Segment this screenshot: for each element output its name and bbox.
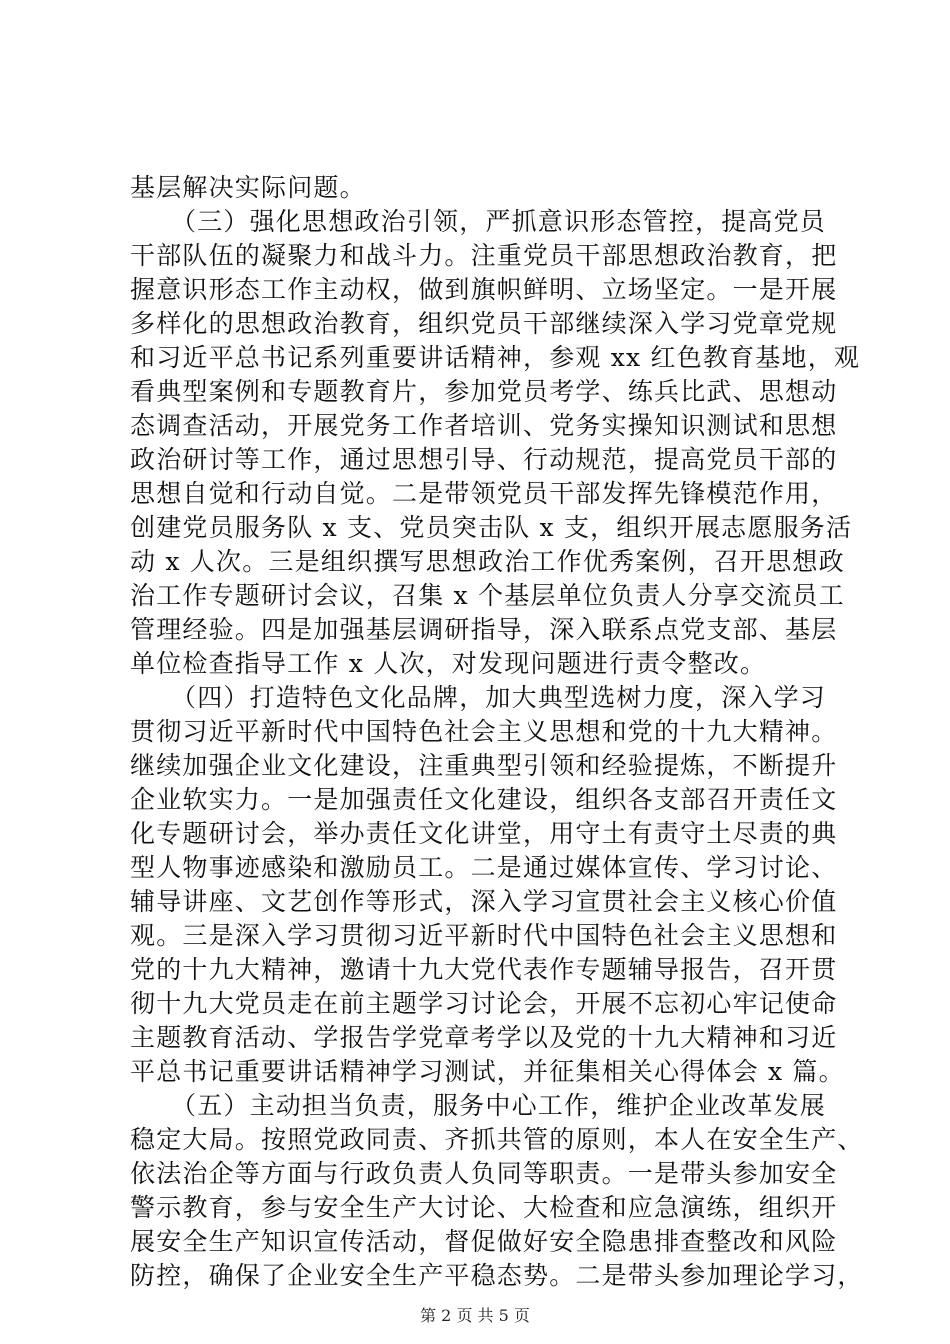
text-line: 创建党员服务队 x 支、党员突击队 x 支，组织开展志愿服务活 (130, 513, 853, 542)
text-line: 化专题研讨会，举办责任文化讲堂，用守土有责守土尽责的典 (130, 819, 838, 848)
text-line: 基层解决实际问题。 (130, 173, 366, 202)
text-line: 态调查活动，开展党务工作者培训、党务实操知识测试和思想 (130, 411, 838, 440)
section-heading-line: （五）主动担当负责，服务中心工作，维护企业改革发展 (171, 1091, 827, 1120)
section-heading-line: （三）强化思想政治引领，严抓意识形态管控，提高党员 (171, 207, 827, 236)
text-line: 彻十九大党员走在前主题学习讨论会，开展不忘初心牢记使命 (130, 989, 838, 1018)
text-line: 贯彻习近平新时代中国特色社会主义思想和党的十九大精神。 (130, 717, 838, 746)
text-line: 展安全生产知识宣传活动，督促做好安全隐患排查整改和风险 (130, 1227, 838, 1256)
text-line: 主题教育活动、学报告学党章考学以及党的十九大精神和习近 (130, 1023, 838, 1052)
text-line: 观。三是深入学习贯彻习近平新时代中国特色社会主义思想和 (130, 921, 838, 950)
text-line: 平总书记重要讲话精神学习测试，并征集相关心得体会 x 篇。 (130, 1057, 845, 1086)
text-line: 依法治企等方面与行政负责人负同等职责。一是带头参加安全 (130, 1159, 838, 1188)
text-line: 党的十九大精神，邀请十九大党代表作专题辅导报告，召开贯 (130, 955, 838, 984)
text-line: 政治研讨等工作，通过思想引导、行动规范，提高党员干部的 (130, 445, 838, 474)
text-line: 动 x 人次。三是组织撰写思想政治工作优秀案例，召开思想政 (130, 547, 845, 576)
text-line: 辅导讲座、文艺创作等形式，深入学习宣贯社会主义核心价值 (130, 887, 838, 916)
text-line: 型人物事迹感染和激励员工。二是通过媒体宣传、学习讨论、 (130, 853, 838, 882)
text-line: 治工作专题研讨会议，召集 x 个基层单位负责人分享交流员工 (130, 581, 845, 610)
text-line: 继续加强企业文化建设，注重典型引领和经验提炼，不断提升 (130, 751, 838, 780)
text-line: 警示教育，参与安全生产大讨论、大检查和应急演练，组织开 (130, 1193, 838, 1222)
page-footer: 第 2 页 共 5 页 (420, 1306, 530, 1325)
text-line: 企业软实力。一是加强责任文化建设，组织各支部召开责任文 (130, 785, 838, 814)
text-line: 单位检查指导工作 x 人次，对发现问题进行责令整改。 (130, 649, 767, 678)
text-line: 稳定大局。按照党政同责、齐抓共管的原则，本人在安全生产、 (130, 1125, 864, 1154)
text-line: 防控，确保了企业安全生产平稳态势。二是带头参加理论学习， (130, 1261, 864, 1290)
text-line: 干部队伍的凝聚力和战斗力。注重党员干部思想政治教育，把 (130, 241, 838, 270)
text-line: 思想自觉和行动自觉。二是带领党员干部发挥先锋模范作用， (130, 479, 838, 508)
text-line: 握意识形态工作主动权，做到旗帜鲜明、立场坚定。一是开展 (130, 275, 838, 304)
text-line: 看典型案例和专题教育片，参加党员考学、练兵比武、思想动 (130, 377, 838, 406)
text-line: 多样化的思想政治教育，组织党员干部继续深入学习党章党规 (130, 309, 838, 338)
text-line: 和习近平总书记系列重要讲话精神，参观 xx 红色教育基地，观 (130, 343, 861, 372)
text-line: 管理经验。四是加强基层调研指导，深入联系点党支部、基层 (130, 615, 838, 644)
section-heading-line: （四）打造特色文化品牌，加大典型选树力度，深入学习 (171, 683, 827, 712)
